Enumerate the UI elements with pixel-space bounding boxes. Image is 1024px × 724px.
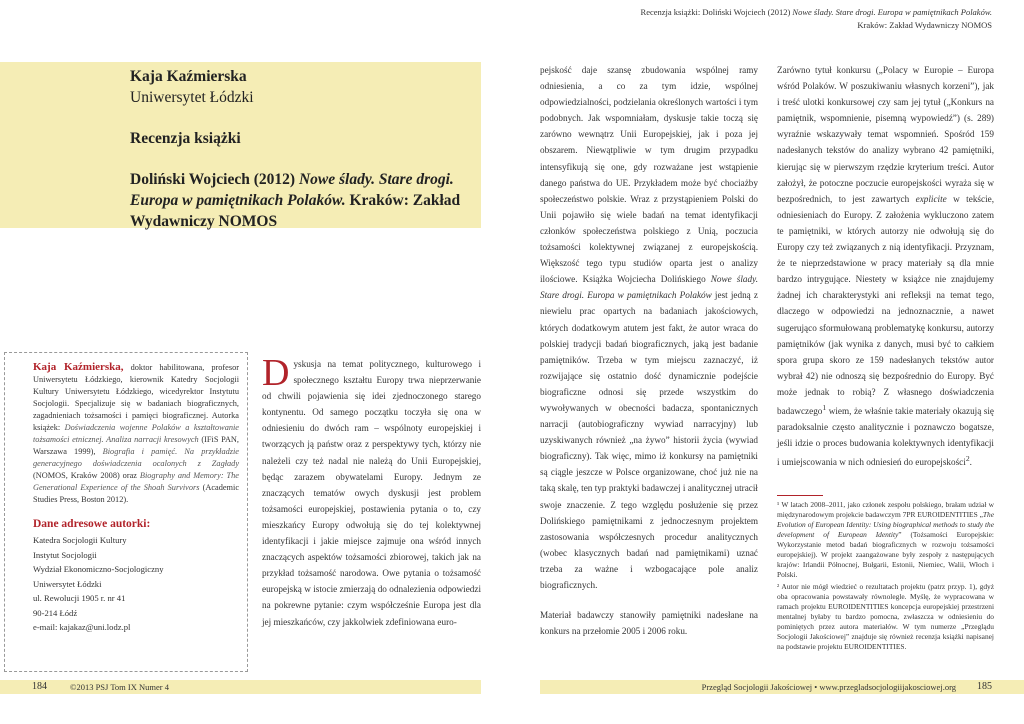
bio-author-name: Kaja Kaźmierska, [33,361,124,373]
body-paragraph: Materiał badawczy stanowiły pamiętniki nadesłane na konkurs na przełomie 2005 i 2006 roku. [540,610,758,637]
body-column-2 [540,62,758,639]
title-box [0,62,481,228]
section-title: Recenzja książki [130,130,241,147]
author-bio: Kaja Kaźmierska, doktor habilitowana, profesor Uniwersytetu Łódzkiego, kierownik Katedry Socjologii Kultury Uniwersytetu Łódzkiego, wicedyrektor Instytutu Socjologii. Specjalizuje się w badaniach biograficznych, zagadnieniach tożsamości i pamięci biograficznej. Autorka książek: Doświadczenia wojenne Polaków a kształtowanie tożsamości etnicznej. Analiza narracji kresowych (IFiS PAN, Warszawa 1999), Biografia i pamięć. Na przykładzie generacyjnego doświadczenia ocalonych z Zagłady (NOMOS, Kraków 2008) oraz Biography and Memory: The Generational Experience of the Shoah Survivors (Academic Studies Press, Boston 2012). [33,361,239,504]
address-line: Wydział Ekonomiczno-Socjologiczny [33,564,164,574]
author-affiliation: Uniwersytet Łódzki [130,89,254,106]
body-column-3 [777,62,994,470]
author-name: Kaja Kaźmierska [130,68,247,85]
address-line: ul. Rewolucji 1905 r. nr 41 [33,593,126,603]
running-head-line1: Recenzja książki: Doliński Wojciech (2012) Nowe ślady. Stare drogi. Europa w pamiętnikach Polaków. [640,7,992,17]
drop-cap: D [262,352,290,394]
running-head-line2: Kraków: Zakład Wydawniczy NOMOS [857,20,992,30]
footnote-divider [777,495,823,496]
body-text: yskusja na temat politycznego, kulturowego i społecznego kształtu Europy trwa nieprzerwanie od chwili pojawienia się idei zjednoczonego starego kontynentu. Od samego początku toczyła się ona w odniesieniu do dwóch ram – wspólnoty europejskiej i tworzących ją państw oraz z perspektywy tych, którzy nie należeli czy też nadal nie należą do Unii Europejskiej, będąc zarazem obywatelami Europy. Jednym ze znaczących tematów owych dyskusji jest problem tożsamości europejskiej, postawienia pytania o to, czy mieszkańcy Europy odwołują się do tej kolektywnej identyfikacji i jakie miejsce zajmuje ona wśród innych znaczących aspektów tożsamości zbiorowej, takich jak na przykład tożsamość narodowa. Owe pytania o tożsamość europejską w istocie zmierzają do odnalezienia odpowiedzi na pokrewne pytanie: czym współcześnie Europa jest dla jej mieszkańców, czy jakkolwiek zdefiniowana euro- [262,359,481,627]
address-line: 90-214 Łódź [33,607,78,618]
page-number-right: 185 [977,681,992,692]
footnote-ref[interactable]: 2 [965,454,970,464]
footnote-1: ¹ W latach 2008–2011, jako członek zespołu polskiego, brałam udział w międzynarodowym projekcie badawczym 7PR EUROIDENTITIES „The Evolution of European Identity: Using biographical methods to study the development of European Identity” (Tożsamości Europejskie: Wykorzystanie metod badań biograficznych w rozwoju tożsamości europejskiej). W projekt zaangażowane były zespoły z następujących krajów: Irlandii Północnej, Bułgarii, Estonii, Niemiec, Walii, Włoch i Polski. [777,500,994,579]
body-paragraph: Zarówno tytuł konkursu („Polacy w Europie – Europa wśród Polaków. W poszukiwaniu własnych korzeni”), jak i treść ulotki konkursowej czy sam jej tytuł („Konkurs na pamiętnik, wspomnienie, pisemną wypowiedź”) (s. 289) wyraźnie wskazywały temat wspomnień. Spośród 159 nadesłanych tekstów do analizy wybrano 42 pamiętniki, kierując się w pierwszym rzędzie kryterium treści. Autor założył, że potoczne poczucie europejskości wyraża się w bezpośrednich, to jest zawartych explicite w tekście, odniesieniach do Europy. Z założenia wykluczono zatem te pamiętniki, w których autorzy nie odwołują się do Europy czy też związanych z nią identyfikacji. Przyznam, że te nieprzedstawione w pracy materiały są dla mnie bardzo intrygujące. Niestety w książce nie znajdujemy żadnej ich charakterystyki ani refleksji na temat tego, dlaczego w odpowiedzi na jednoznacznie, a nawet sugerująco sformułowaną problematykę konkursu, autorzy pamiętników (jak wynika z danych, musi być to całkiem spora grupa skoro ze 159 nadesłanych tekstów autor wybrał 42) nie odnoszą się bezpośrednio do Europy. Być może jednak to robią? Z własnego doświadczenia badawczego$^1$ wiem, że właśnie takie materiały okazują się paradoksalnie często analitycznie i poznawczo bogatsze, jeśli idzie o proces budowania kolektywnych identyfikacji i umiejscowania w nich odniesień do europejskości$^2$. [777,65,994,468]
address-line: Instytut Socjologii [33,549,97,560]
body-column-1 [262,352,481,630]
email-link[interactable]: e-mail: kajakaz@uni.lodz.pl [33,622,131,632]
footnote-2: ² Autor nie mógł wiedzieć o rezultatach projektu (patrz przyp. 1), gdyż oba opracowania powstawały równolegle. Myślę, że wypracowana w ramach projektu EUROIDENTITIES koncepcja europejskiej przestrzeni mentalnej byłaby tu bardzo pomocna, zwłaszcza w odniesieniu do pominiętych przez autora materiałów. W tym numerze „Przeglądu Socjologii Jakościowej” znajduje się również recenzja książki napisanej na podstawie projektu EUROIDENTITIES. [777,582,994,651]
address-line: Uniwersytet Łódzki [33,578,102,589]
copyright: ©2013 PSJ Tom IX Numer 4 [70,682,169,692]
address-title: Dane adresowe autorki: [33,518,151,530]
author-bio-box [4,352,248,672]
journal-footer[interactable]: Przegląd Socjologii Jakościowej • www.przegladsocjologiijakosciowej.org [701,682,956,692]
footnotes [777,500,994,652]
page-number-left: 184 [32,681,47,692]
address-line: Katedra Socjologii Kultury [33,535,127,545]
body-paragraph: pejskość daje szansę zbudowania wspólnej ramy odniesienia, a co za tym idzie, wspólnej odpowiedzialności, podzielania określonych wartości i tym podobnych. Jak wspomniałam, dyskusje takie toczą się zarówno wewnątrz Unii Europejskiej, jak i poza jej obszarem. Niewątpliwie w tym drugim przypadku intensyfikują się one, gdy rozważane jest wstąpienie danego państwa do UE. Przykładem może być chociażby społeczeństwo polskie. Wraz z przystąpieniem Polski do Unii pojawiło się wiele badań na temat identyfikacji członków społeczeństwa polskiego z Unią, poczucia tożsamości kolektywnej związanej z europejskością. Większość tego typu studiów oparta jest o analizy ilościowe. Książka Wojciecha Dolińskiego Nowe ślady. Stare drogi. Europa w pamiętnikach Polaków jest jedną z niewielu prac opartych na badaniach jakościowych, których dodatkowym atutem jest fakt, że autor wraca do polskiej tradycji badań biograficznych, jaką jest badanie pamiętników. Trzeba w tym miejscu zaznaczyć, iż rozwijające się ostatnio dość dynamicznie podejście biograficzne odnosi się przede wszystkim do wywoływanych w obecności badacza, spontanicznych narracji (autobiograficzny wywiad narracyjny) lub uzyskiwanych również „na żywo” historii życia (wywiad biograficzny). Tak więc, mimo iż konkursy na pamiętniki są ciągle jeszcze w Polsce organizowane, choć już nie na taką skalę, ten typ praktyki badawczej i analitycznej utracił swoje znaczenie. Z tego względu posłużenie się przez Dolińskiego pamiętnikami z jednoczesnym projektem zastosowania współczesnych procedur analitycznych (wobec klasycznych badań nad pamiętnikami) uznać trzeba za ważne i wzbogacające pole analiz biograficznych. [540,65,759,590]
footnote-ref[interactable]: 1 [822,402,827,412]
book-title: Doliński Wojciech (2012) Nowe ślady. Stare drogi. Europa w pamiętnikach Polaków. Kraków: Zakład Wydawniczy NOMOS [130,171,461,230]
running-head [392,6,992,32]
